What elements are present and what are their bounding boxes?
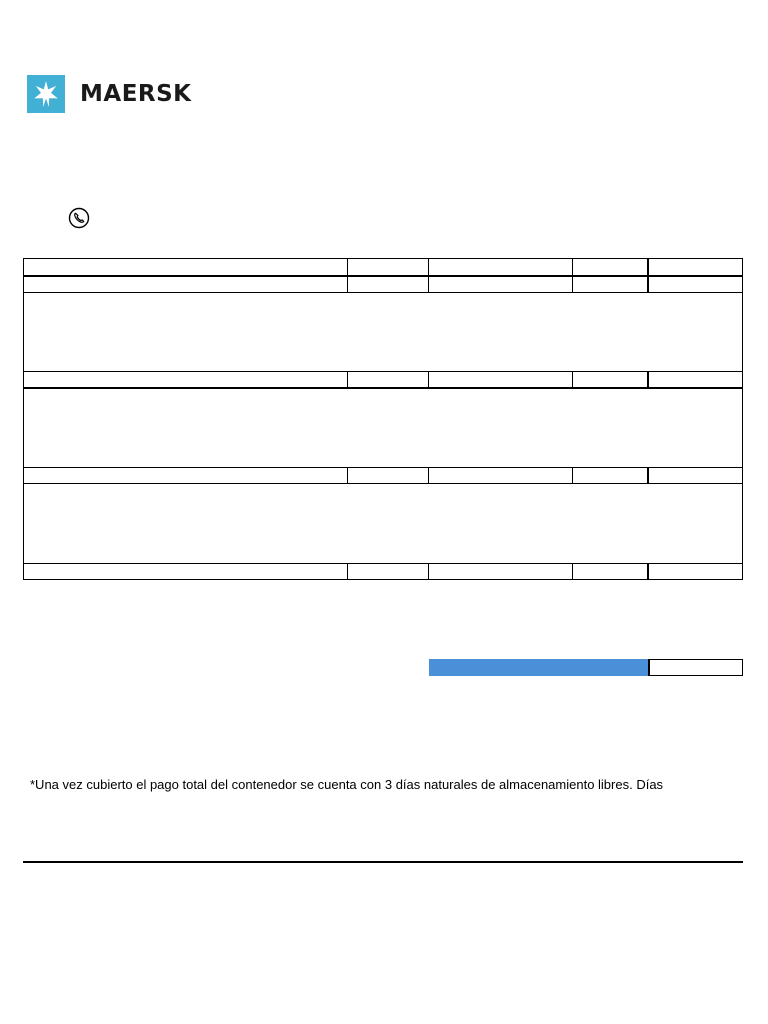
column-divider (428, 258, 429, 276)
column-divider (572, 563, 573, 580)
table-block (23, 388, 743, 468)
phone-icon (68, 207, 90, 229)
column-divider (347, 258, 348, 276)
column-divider (647, 276, 649, 293)
column-divider (572, 276, 573, 293)
table-row (23, 467, 743, 484)
column-divider (428, 563, 429, 580)
total-value-cell (648, 659, 743, 676)
column-divider (572, 371, 573, 388)
total-label-cell (429, 659, 648, 676)
charges-table (23, 258, 743, 580)
brand-name: MAERSK (80, 81, 192, 107)
column-divider (428, 371, 429, 388)
column-divider (347, 563, 348, 580)
column-divider (572, 258, 573, 276)
maersk-star-icon (27, 75, 65, 113)
maersk-logo (27, 75, 192, 113)
storage-note: *Una vez cubierto el pago total del contenedor se cuenta con 3 días naturales de almacenamiento libres. Días (30, 777, 664, 792)
table-row (23, 371, 743, 389)
column-divider (647, 563, 649, 580)
table-row (23, 563, 743, 580)
table-row (23, 276, 743, 293)
column-divider (347, 371, 348, 388)
column-divider (428, 467, 429, 484)
table-block (23, 483, 743, 564)
column-divider (347, 276, 348, 293)
column-divider (572, 467, 573, 484)
column-divider (347, 467, 348, 484)
column-divider (647, 371, 649, 388)
footer-divider (23, 861, 743, 863)
column-divider (647, 258, 649, 276)
column-divider (647, 467, 649, 484)
table-header-row (23, 258, 743, 277)
table-block (23, 292, 743, 372)
column-divider (428, 276, 429, 293)
